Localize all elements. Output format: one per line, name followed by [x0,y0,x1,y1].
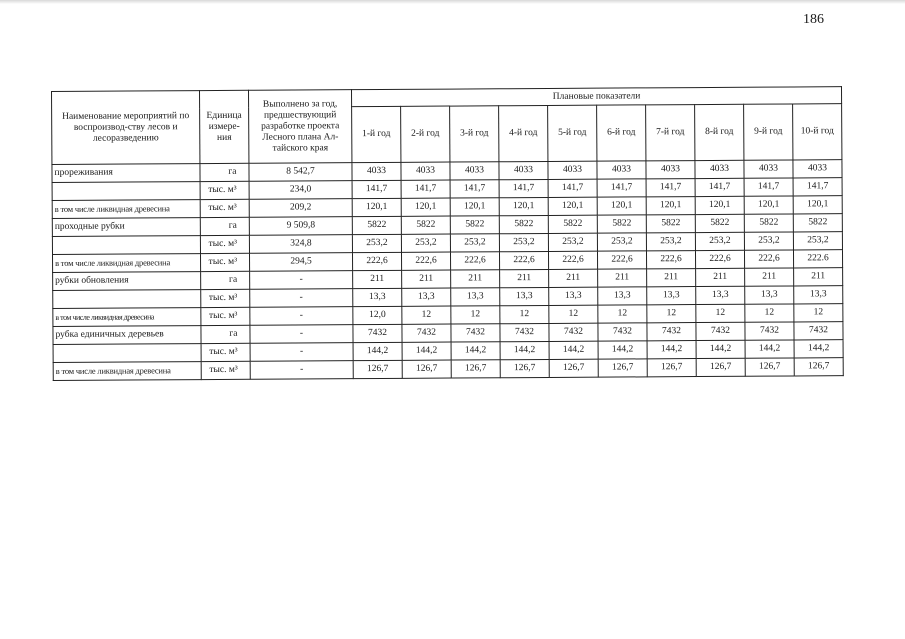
row-plan-value: 120,1 [597,197,646,215]
row-plan-value: 253,2 [793,232,842,250]
row-done-value: - [250,361,353,380]
header-year: 7-й год [646,105,695,161]
row-plan-value: 4033 [793,160,842,178]
row-plan-value: 4033 [548,161,597,179]
row-plan-value: 12 [745,304,794,322]
row-done-value: 209,2 [249,199,352,218]
row-plan-value: 253,2 [597,233,646,251]
header-year: 2-й год [401,107,450,163]
row-done-value: 324,8 [249,235,352,254]
row-plan-value: 4033 [352,162,401,180]
row-plan-value: 144,2 [598,341,647,359]
row-plan-value: 5822 [597,215,646,233]
row-plan-value: 211 [451,270,500,288]
row-plan-value: 253,2 [401,234,450,252]
row-plan-value: 144,2 [500,341,549,359]
row-plan-value: 5822 [548,215,597,233]
row-name [53,344,201,363]
row-plan-value: 7432 [696,322,745,340]
row-unit: га [201,325,250,343]
row-plan-value: 144,2 [549,341,598,359]
row-plan-value: 5822 [450,216,499,234]
row-plan-value: 12 [696,304,745,322]
row-unit: тыс. м³ [200,253,249,271]
row-plan-value: 253,2 [646,233,695,251]
row-plan-value: 120,1 [401,198,450,216]
row-plan-value: 126,7 [598,359,647,377]
row-plan-value: 4033 [646,161,695,179]
row-plan-value: 5822 [744,214,793,232]
table-body [52,160,843,381]
row-plan-value: 7432 [353,324,402,342]
row-plan-value: 12,0 [353,306,402,324]
row-plan-value: 12 [500,305,549,323]
row-plan-value: 141,7 [744,178,793,196]
row-name [53,290,201,309]
row-unit: га [201,271,250,289]
forest-measures-table [51,86,844,381]
row-plan-value: 4033 [597,161,646,179]
row-plan-value: 141,7 [499,179,548,197]
row-plan-value: 222,6 [695,250,744,268]
row-plan-value: 126,7 [500,359,549,377]
table-row [53,358,843,381]
row-plan-value: 4033 [695,160,744,178]
row-name: в том числе ликвидная древесина [53,362,201,381]
row-plan-value: 211 [549,269,598,287]
row-plan-value: 5822 [352,216,401,234]
row-plan-value: 13,3 [353,288,402,306]
row-plan-value: 120,1 [548,197,597,215]
header-year: 6-й год [597,105,646,161]
header-done: Выполнено за год, предшествующий разработке проекта Лесного плана Ал-тайского края [248,90,351,164]
row-plan-value: 211 [402,270,451,288]
row-plan-value: 126,7 [745,358,794,376]
row-plan-value: 4033 [450,162,499,180]
header-year: 8-й год [695,105,744,161]
row-plan-value: 253,2 [744,232,793,250]
row-plan-value: 12 [402,306,451,324]
row-plan-value: 5822 [793,214,842,232]
row-done-value: - [250,289,353,308]
row-plan-value: 7432 [745,322,794,340]
page-number: 186 [803,12,824,27]
table-container [51,86,843,381]
row-plan-value: 211 [696,268,745,286]
row-plan-value: 141,7 [450,180,499,198]
row-name: прореживания [52,164,200,183]
row-unit: тыс. м³ [200,199,249,217]
header-year: 1-й год [352,107,401,163]
row-done-value: - [250,325,353,344]
header-name: Наименование мероприятий по воспроизвод-ству лесов и лесоразведению [52,91,200,165]
row-plan-value: 144,2 [647,341,696,359]
row-plan-value: 253,2 [499,233,548,251]
header-year: 3-й год [450,106,499,162]
row-plan-value: 222,6 [597,251,646,269]
row-plan-value: 222.6 [793,250,842,268]
row-plan-value: 12 [647,305,696,323]
row-plan-value: 222,6 [646,251,695,269]
row-plan-value: 126,7 [647,359,696,377]
row-plan-value: 4033 [744,160,793,178]
row-plan-value: 5822 [646,215,695,233]
row-plan-value: 222,6 [548,251,597,269]
row-name: рубки обновления [53,272,201,291]
row-name: проходные рубки [52,218,200,237]
row-plan-value: 144,2 [451,342,500,360]
row-plan-value: 13,3 [451,288,500,306]
row-plan-value: 141,7 [548,179,597,197]
row-plan-value: 222,6 [450,252,499,270]
row-plan-value: 253,2 [352,234,401,252]
row-plan-value: 222,6 [744,250,793,268]
row-plan-value: 13,3 [598,287,647,305]
row-plan-value: 13,3 [500,287,549,305]
row-name: в том числе ликвидная древесина [52,254,200,273]
row-plan-value: 5822 [401,216,450,234]
row-name [52,182,200,201]
row-plan-value: 13,3 [402,288,451,306]
row-plan-value: 222,6 [499,251,548,269]
row-plan-value: 13,3 [745,286,794,304]
row-name [52,236,200,255]
row-unit: га [200,163,249,181]
row-plan-value: 120,1 [499,197,548,215]
row-plan-value: 120,1 [695,196,744,214]
row-plan-value: 211 [353,270,402,288]
row-plan-value: 4033 [401,162,450,180]
row-unit: тыс. м³ [200,181,249,199]
row-name: рубка единичных деревьев [53,326,201,345]
header-plan: Плановые показатели [351,87,841,107]
row-plan-value: 5822 [695,214,744,232]
row-plan-value: 211 [647,269,696,287]
row-plan-value: 7432 [402,324,451,342]
row-done-value: 8 542,7 [249,163,352,182]
row-plan-value: 141,7 [646,179,695,197]
row-name: в том числе ликвидная древесина [52,200,200,219]
row-unit: тыс. м³ [201,289,250,307]
row-plan-value: 7432 [794,322,843,340]
row-plan-value: 12 [451,306,500,324]
row-plan-value: 211 [500,269,549,287]
row-plan-value: 126,7 [794,358,843,376]
row-plan-value: 120,1 [646,197,695,215]
header-year: 9-й год [744,104,793,160]
row-plan-value: 144,2 [696,340,745,358]
row-plan-value: 144,2 [353,342,402,360]
row-plan-value: 253,2 [450,234,499,252]
row-plan-value: 126,7 [549,359,598,377]
row-done-value: 9 509,8 [249,217,352,236]
row-plan-value: 144,2 [745,340,794,358]
row-plan-value: 7432 [549,323,598,341]
row-plan-value: 141,7 [352,180,401,198]
row-plan-value: 12 [598,305,647,323]
row-plan-value: 126,7 [353,360,402,378]
row-plan-value: 141,7 [695,178,744,196]
row-plan-value: 13,3 [549,287,598,305]
row-done-value: - [250,307,353,326]
row-plan-value: 222,6 [352,252,401,270]
row-plan-value: 126,7 [451,360,500,378]
row-plan-value: 12 [549,305,598,323]
row-unit: тыс. м³ [201,307,250,325]
row-plan-value: 126,7 [402,360,451,378]
row-plan-value: 211 [794,268,843,286]
row-unit: тыс. м³ [201,343,250,361]
scan-edge [0,0,905,4]
header-year: 4-й год [499,106,548,162]
row-plan-value: 4033 [499,161,548,179]
row-plan-value: 141,7 [401,180,450,198]
header-year: 10-й год [793,104,842,160]
row-plan-value: 141,7 [793,178,842,196]
row-plan-value: 141,7 [597,179,646,197]
row-plan-value: 7432 [451,324,500,342]
row-plan-value: 12 [794,304,843,322]
row-done-value: 234,0 [249,181,352,200]
row-plan-value: 126,7 [696,358,745,376]
row-plan-value: 5822 [499,215,548,233]
row-done-value: 294,5 [249,253,352,272]
row-unit: га [200,217,249,235]
header-year: 5-й год [548,106,597,162]
row-plan-value: 120,1 [450,198,499,216]
header-unit: Единица измере-ния [200,90,249,163]
row-plan-value: 13,3 [794,286,843,304]
row-plan-value: 253,2 [548,233,597,251]
row-unit: тыс. м³ [200,235,249,253]
row-done-value: - [250,271,353,290]
row-plan-value: 144,2 [402,342,451,360]
row-plan-value: 144,2 [794,340,843,358]
row-plan-value: 13,3 [647,287,696,305]
row-plan-value: 211 [745,268,794,286]
row-plan-value: 253,2 [695,232,744,250]
row-name: в том числе ликвидная древесина [53,308,201,327]
row-plan-value: 222,6 [401,252,450,270]
row-plan-value: 13,3 [696,286,745,304]
row-plan-value: 120,1 [352,198,401,216]
row-done-value: - [250,343,353,362]
row-plan-value: 7432 [500,323,549,341]
row-plan-value: 211 [598,269,647,287]
row-plan-value: 7432 [598,323,647,341]
row-plan-value: 120,1 [793,196,842,214]
row-unit: тыс. м³ [201,361,250,379]
row-plan-value: 7432 [647,323,696,341]
row-plan-value: 120,1 [744,196,793,214]
